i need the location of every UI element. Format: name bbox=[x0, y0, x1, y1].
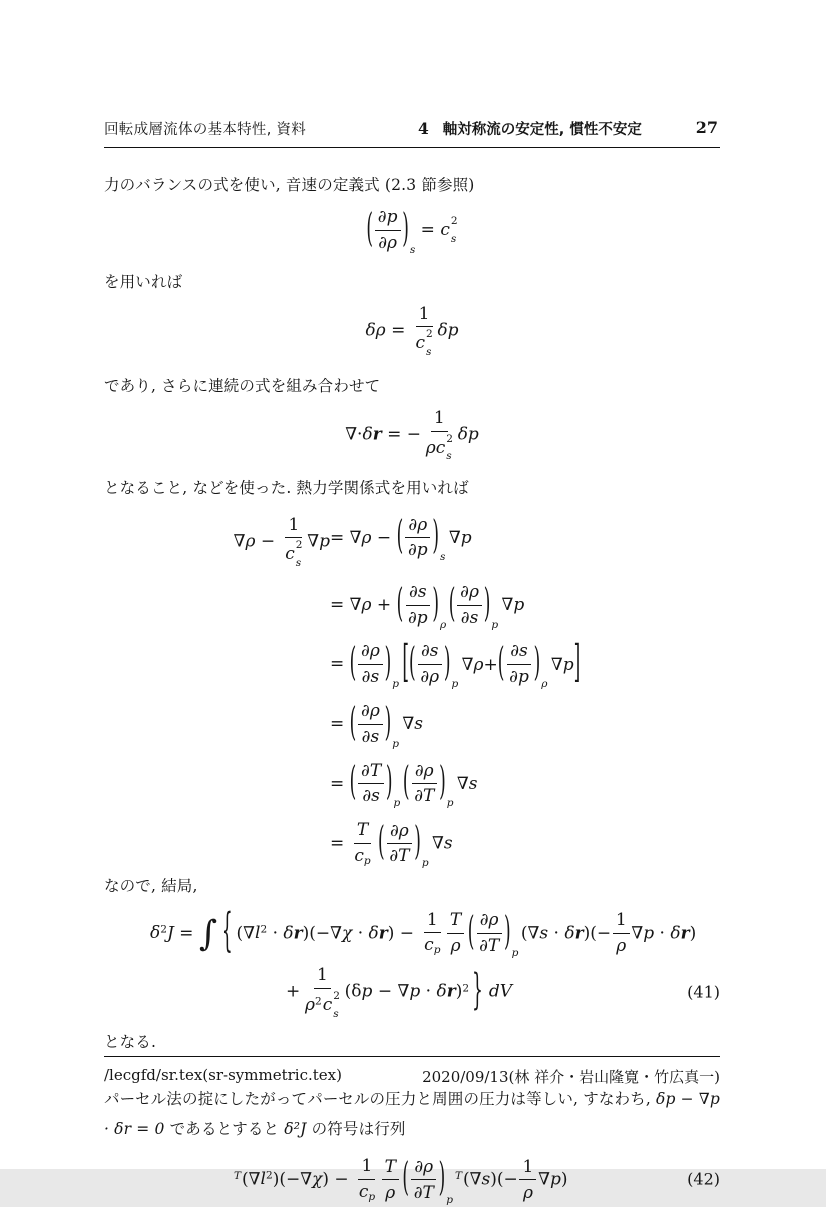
header-section-number: 4 bbox=[418, 119, 429, 138]
paragraph-parcel bbox=[104, 1084, 722, 1144]
page-header bbox=[104, 118, 720, 140]
equation-41: $\delta^2J$ = ∫ { $(\nabla l^2 \cdot \delta r)(-\nabla\chi \cdot \delta r)$ − $\frac{1}{cp}$ $\frac{T}{\rho}$ ( ∂ρ ∂T ) p (∇s · δr)(− $\frac{1}{\rho}$ ∇p · δr) + 1 $\rho^2c$ 2 s $(\delta p - \nabla p \cdot \delta r)^2$ } dV (41) bbox=[150, 905, 720, 1020]
parcel-inline-math-1: δp − ∇p · δr = 0 bbox=[104, 1089, 720, 1138]
header-section-title: 軸対称流の安定性, 慣性不安定 bbox=[442, 122, 642, 138]
page-footer bbox=[104, 1056, 720, 1087]
header-left-title: 回転成層流体の基本特性, 資料 bbox=[104, 122, 307, 138]
paragraph-continuity: であり, さらに連続の式を組み合わせて bbox=[104, 377, 381, 396]
footer-source-file: /lecgfd/sr.tex(sr-symmetric.tex) bbox=[104, 1066, 342, 1084]
header-section bbox=[418, 118, 642, 139]
parcel-inline-math-2: δ²J bbox=[284, 1119, 307, 1138]
footer-date-authors: 2020/09/13(林 祥介・岩山隆寛・竹広真一) bbox=[422, 1068, 720, 1086]
page-number: 27 bbox=[695, 118, 718, 137]
paragraph-tonaru: となる. bbox=[104, 1032, 157, 1051]
parcel-text-1: パーセル法の掟にしたがってパーセルの圧力と周囲の圧力は等しい, すなわち, bbox=[104, 1089, 656, 1108]
paragraph-mochiireba: を用いれば bbox=[104, 272, 183, 291]
paragraph-nanode: なので, 結局, bbox=[104, 876, 198, 895]
parcel-text-3: の符号は行列 bbox=[306, 1119, 406, 1138]
equation-sound-speed: ( ∂p ∂ρ ) s = c 2 s bbox=[366, 205, 458, 256]
parcel-text-2: であるとすると bbox=[164, 1119, 285, 1138]
header-rule bbox=[104, 147, 720, 148]
paragraph-intro: 力のバランスの式を使い, 音速の定義式 (2.3 節参照) bbox=[104, 176, 475, 194]
paragraph-thermo-intro: となること, などを使った. 熱力学関係式を用いれば bbox=[104, 479, 469, 498]
equation-thermo-chain: ∇ρ − 1 c 2 s ∇p = ∇ρ − ( ∂ρ ∂p ) s ∇p = ∇ρ + ( ∂s ∂p ) ρ ( ∂ρ ∂s ) p ∇p = ( ∂ρ ∂s ) p [ ( ∂s ∂ρ ) p ∇ ρ + ( ∂s ∂p ) ρ ∇ p ] = ( ∂ρ ∂s ) p ∇s = ( ∂T ∂s ) p ( ∂ρ ∂T ) p ∇s = $\frac{T}{cp}$ ( ∂ρ ∂T ) p ∇s bbox=[233, 513, 581, 870]
equation-delta-rho: δρ = 1 c 2 s δp bbox=[365, 303, 459, 358]
equation-continuity: ∇·δr = − 1 ρc 2 s δp bbox=[345, 408, 479, 463]
equation-42: $^T(\nabla l^2)(-\nabla\chi)$ − $\frac{1}{cp}$ $\frac{T}{\rho}$ ( ∂ρ ∂T ) p $^T$(∇s)(− $\frac{1}{\rho}$ ∇p) (42) bbox=[234, 1155, 720, 1206]
